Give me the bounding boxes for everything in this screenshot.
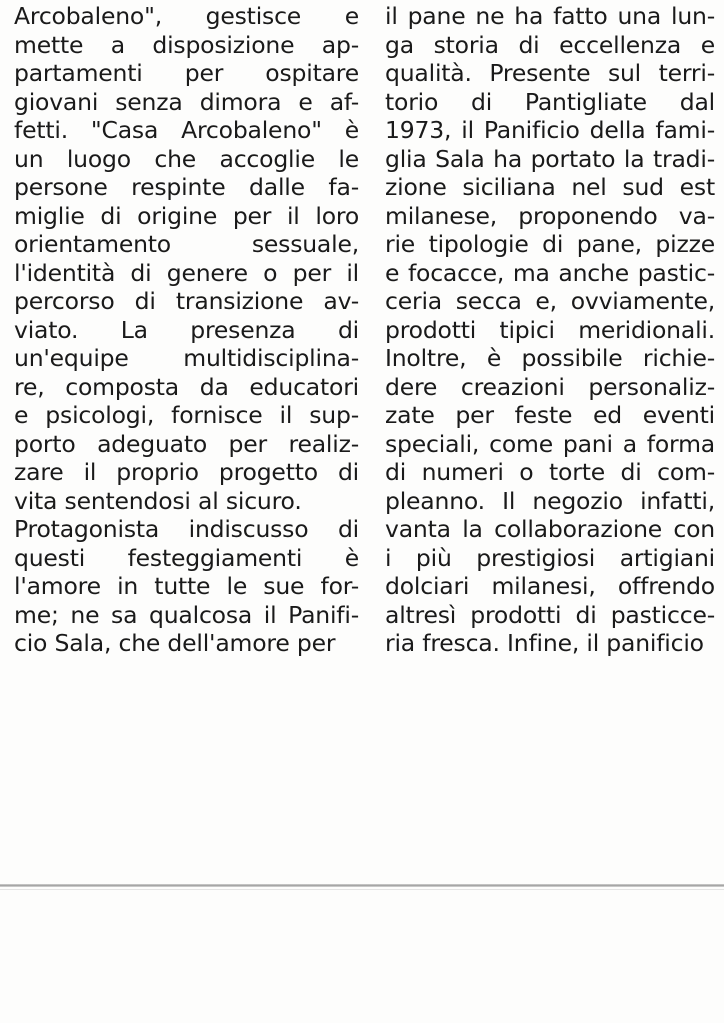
text-line: giovani senza dimora e af-	[14, 87, 359, 116]
text-line: ceria secca e, ovviamente,	[385, 287, 715, 315]
text-line: partamenti per ospitare	[14, 59, 359, 87]
text-line: milanese, proponendo va-	[385, 201, 715, 230]
text-line: l'amore in tutte le sue for-	[14, 572, 359, 600]
text-line: l'identità di genere o per il	[14, 258, 359, 287]
text-line: Protagonista indiscusso di	[14, 515, 359, 543]
text-line: re, composta da educatori	[14, 372, 359, 401]
text-line: vanta la collaborazione con	[385, 515, 715, 543]
text-line: 1973, il Panificio della fami-	[385, 116, 715, 144]
text-line: miglie di origine per il loro	[14, 201, 359, 230]
article-column-right	[385, 2, 715, 658]
text-line: qualità. Presente sul terri-	[385, 59, 715, 87]
text-line: ga storia di eccellenza e	[385, 30, 715, 59]
text-line: persone respinte dalle fa-	[14, 173, 359, 201]
page-divider-rule	[0, 884, 724, 887]
text-line: zione siciliana nel sud est	[385, 173, 715, 201]
article-column-left	[14, 2, 359, 658]
text-line: vita sentendosi al sicuro.	[14, 486, 302, 515]
text-line: altresì prodotti di pasticce-	[385, 600, 715, 629]
text-line: i più prestigiosi artigiani	[385, 543, 715, 572]
text-line: zate per feste ed eventi	[385, 401, 715, 429]
text-line: pleanno. Il negozio infatti,	[385, 486, 715, 515]
text-line: speciali, come pani a forma	[385, 429, 715, 458]
text-line: prodotti tipici meridionali.	[385, 315, 715, 344]
text-line: viato. La presenza di	[14, 315, 359, 344]
text-line: un'equipe multidisciplina-	[14, 344, 359, 372]
text-line: dolciari milanesi, offrendo	[385, 572, 715, 600]
text-line: Arcobaleno", gestisce e	[14, 2, 359, 30]
text-line: mette a disposizione ap-	[14, 30, 359, 59]
text-line: orientamento sessuale,	[14, 230, 359, 258]
text-line: e focacce, ma anche pastic-	[385, 258, 715, 287]
text-line: questi festeggiamenti è	[14, 543, 359, 572]
text-line: rie tipologie di pane, pizze	[385, 230, 715, 258]
text-line: il pane ne ha fatto una lun-	[385, 2, 715, 30]
text-line: dere creazioni personaliz-	[385, 372, 715, 401]
text-line: porto adeguato per realiz-	[14, 429, 359, 458]
text-line: un luogo che accoglie le	[14, 144, 359, 173]
text-line: e psicologi, fornisce il sup-	[14, 401, 359, 429]
text-line: ria fresca. Infine, il panificio	[385, 629, 704, 657]
page-divider-shadow	[0, 889, 724, 890]
text-line: cio Sala, che dell'amore per	[14, 629, 336, 657]
text-line: di numeri o torte di com-	[385, 458, 715, 486]
text-line: Inoltre, è possibile richie-	[385, 344, 715, 372]
text-line: me; ne sa qualcosa il Panifi-	[14, 600, 359, 629]
text-line: glia Sala ha portato la tradi-	[385, 144, 715, 173]
text-line: zare il proprio progetto di	[14, 458, 359, 486]
text-line: percorso di transizione av-	[14, 287, 359, 315]
text-line: torio di Pantigliate dal	[385, 87, 715, 116]
text-line: fetti. "Casa Arcobaleno" è	[14, 116, 359, 144]
